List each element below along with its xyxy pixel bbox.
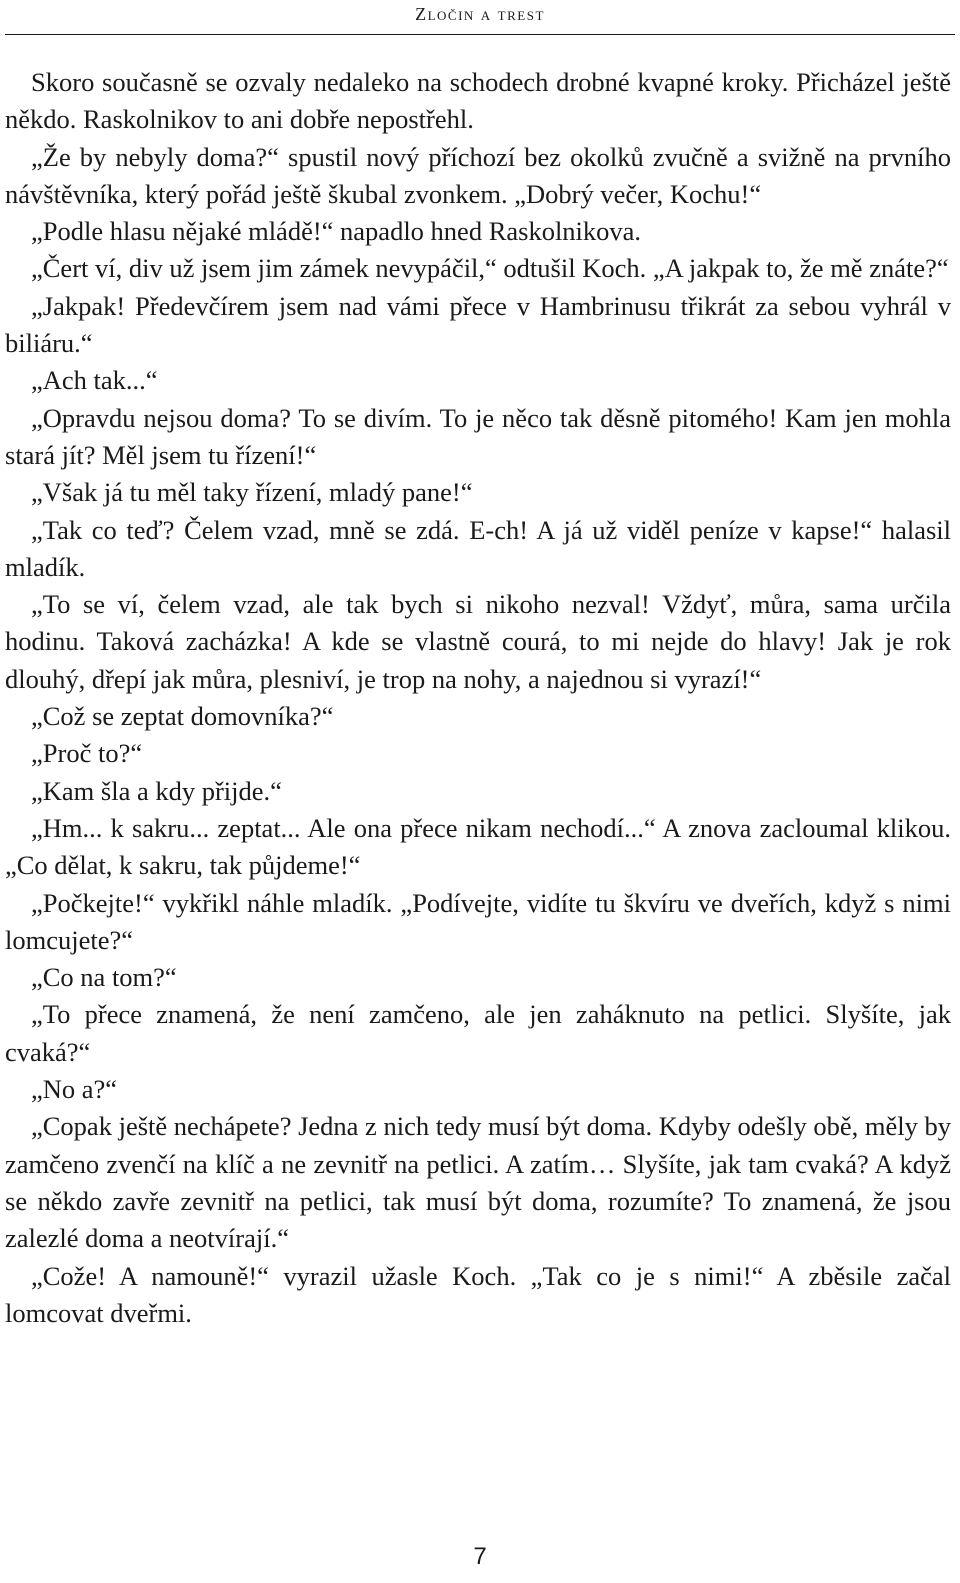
paragraph: „Co na tom?“ [31,962,177,993]
paragraph: „Že by nebyly doma?“ spustil nový příchozí bez okolků zvučně a svižně na prvního návštěvníka, který pořád ještě škubal zvonkem. „Dobrý večer, Kochu!“ [5,141,951,209]
paragraph: „Podle hlasu nějaké mládě!“ napadlo hned Raskolnikova. [31,216,642,247]
running-title: Zločin a trest [415,4,545,24]
paragraph: Skoro současně se ozvaly nedaleko na schodech drobné kvapné kroky. Přicházel ještě někdo. Raskolnikov to ani dobře nepostřehl. [5,67,951,135]
paragraph: „Hm... k sakru... zeptat... Ale ona přece nikam nechodí...“ A znova zacloumal klikou. „Co dělat, k sakru, tak půjdeme!“ [5,812,951,881]
paragraph: „Proč to?“ [31,738,143,769]
page-number: 7 [473,1543,487,1570]
text-body [5,64,951,1332]
header-rule [5,34,955,35]
paragraph: „No a?“ [31,1074,118,1105]
paragraph: „To se ví, čelem vzad, ale tak bych si nikoho nezval! Vždyť, můra, sama určila hodinu. Taková zacházka! A kde se vlastně courá, to mi nejde do hlavy! Jak je rok dlouhý, dřepí jak můra, plesniví, je trop na nohy, a najednou si vyrazí!“ [5,589,951,694]
paragraph: „Počkejte!“ vykřikl náhle mladík. „Podívejte, vidíte tu škvíru ve dveřích, když s nimi lomcujete?“ [5,887,951,955]
paragraph: „Opravdu nejsou doma? To se divím. To je něco tak děsně pitomého! Kam jen mohla stará jít? Měl jsem tu řízení!“ [5,402,951,470]
paragraph: „To přece znamená, že není zamčeno, ale jen zaháknuto na petlici. Slyšíte, jak cvaká?“ [5,999,951,1067]
paragraph: „Copak ještě nechápete? Jedna z nich tedy musí být doma. Kdyby odešly obě, měly by zamčeno zvenčí na klíč a ne zevnitř na petlici. A zatím… Slyšíte, jak tam cvaká? A když se někdo zavře zevnitř na petlici, tak musí být doma, rozumíte? To znamená, že jsou zalezlé doma a neotvírají.“ [5,1111,951,1254]
paragraph: „Čert ví, div už jsem jim zámek nevypáčil,“ odtušil Koch. „A jakpak to, že mě znáte?“ [31,253,949,284]
paragraph: „Ach tak...“ [31,365,158,396]
paragraph: „Však já tu měl taky řízení, mladý pane!“ [31,477,473,508]
paragraph: „Kam šla a kdy přijde.“ [31,775,282,806]
page-header [0,0,960,34]
paragraph: „Jakpak! Předevčírem jsem nad vámi přece v Hambrinusu třikrát za sebou vyhrál v biliáru.“ [5,290,951,359]
paragraph: „Tak co teď? Čelem vzad, mně se zdá. E-ch! A já už viděl peníze v kapse!“ halasil mladík. [5,514,951,582]
paragraph: „Což se zeptat domovníka?“ [31,701,334,732]
paragraph: „Cože! A namouně!“ vyrazil užasle Koch. „Tak co je s nimi!“ A zběsile začal lomcovat dveřmi. [5,1260,951,1328]
